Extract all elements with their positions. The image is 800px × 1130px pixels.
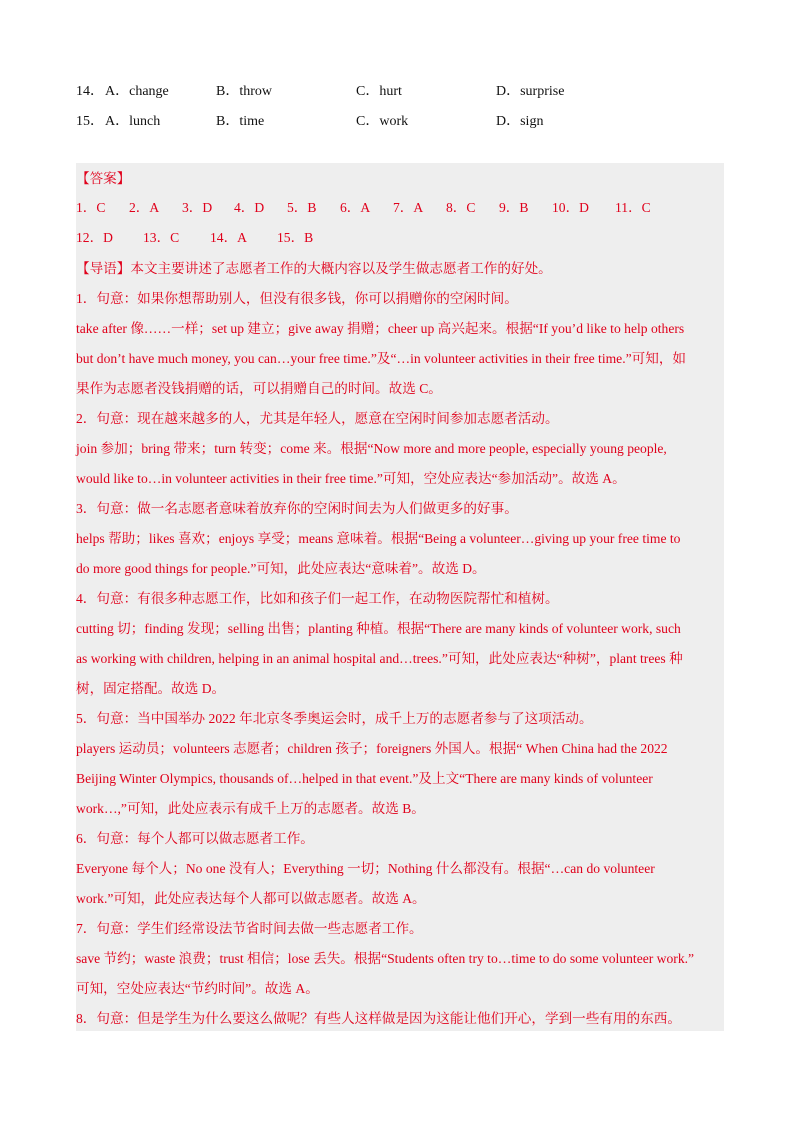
question-number: 14． [76, 84, 104, 99]
answer-key: 14．A [210, 230, 248, 245]
explanation-line: Beijing Winter Olympics, thousands of…helped in that event.”及上文“There are many kinds of volunteer [76, 771, 653, 786]
explanation-line: Everyone 每个人；No one 没有人；Everything 一切；Nothing 什么都没有。根据“…can do volunteer [76, 861, 655, 876]
explanation-line: work.”可知，此处应表达每个人都可以做志愿者。故选 A。 [76, 891, 426, 906]
answer-key: 3．D [182, 200, 213, 215]
explanation-line: 可知，空处应表达“节约时间”。故选 A。 [76, 981, 319, 996]
explanation-line: 6．句意：每个人都可以做志愿者工作。 [76, 831, 314, 846]
option-b: B．time [216, 114, 265, 129]
answer-key: 8．C [446, 200, 476, 215]
explanation-line: 8．句意：但是学生为什么要这么做呢？有些人这样做是因为这能让他们开心，学到一些有用的东西。 [76, 1011, 681, 1026]
answer-key: 1．C [76, 200, 106, 215]
option-row [76, 75, 736, 105]
option-a: A．change [105, 84, 169, 99]
option-a: A．lunch [105, 114, 161, 129]
answer-keys-row-1 [76, 196, 724, 216]
explanation-line: would like to…in volunteer activities in their free time.”可知，空处应表达“参加活动”。故选 A。 [76, 471, 626, 486]
explanation-line: but don’t have much money, you can…your free time.”及“…in volunteer activities in their free time.”可知，如 [76, 351, 687, 366]
answer-section [76, 163, 724, 1031]
answer-key: 10．D [552, 200, 590, 215]
answer-key: 4．D [234, 200, 265, 215]
answer-key: 13．C [143, 230, 180, 245]
explanation-line: 1．句意：如果你想帮助别人，但没有很多钱，你可以捐赠你的空闲时间。 [76, 291, 518, 306]
answer-key: 2．A [129, 200, 160, 215]
question-number: 15． [76, 114, 104, 129]
option-row [76, 105, 736, 135]
explanation-line: 5．句意：当中国举办 2022 年北京冬季奥运会时，成千上万的志愿者参与了这项活动。 [76, 711, 593, 726]
answer-key: 11．C [615, 200, 651, 215]
explanation-line: cutting 切；finding 发现；selling 出售；planting 种植。根据“There are many kinds of volunteer work, such [76, 621, 681, 636]
explanation-line: players 运动员；volunteers 志愿者；children 孩子；foreigners 外国人。根据“ When China had the 2022 [76, 741, 668, 756]
explanation-line: as working with children, helping in an animal hospital and…trees.”可知，此处应表达“种树”，plant trees 种 [76, 651, 683, 666]
question-options [76, 75, 736, 135]
answer-key: 5．B [287, 200, 317, 215]
explanation-line: 4．句意：有很多种志愿工作，比如和孩子们一起工作，在动物医院帮忙和植树。 [76, 591, 559, 606]
answer-key: 15．B [277, 230, 314, 245]
explanation-line: helps 帮助；likes 喜欢；enjoys 享受；means 意味着。根据“Being a volunteer…giving up your free time to [76, 531, 681, 546]
answer-key: 12．D [76, 230, 114, 245]
explanation-line: 3．句意：做一名志愿者意味着放弃你的空闲时间去为人们做更多的好事。 [76, 501, 518, 516]
answer-header: 【答案】 [76, 171, 131, 186]
explanation-line: work…,”可知，此处应表示有成千上万的志愿者。故选 B。 [76, 801, 425, 816]
explanation-line: 树，固定搭配。故选 D。 [76, 681, 226, 696]
explanation-line: do more good things for people.”可知，此处应表达“意味着”。故选 D。 [76, 561, 486, 576]
option-b: B．throw [216, 84, 272, 99]
explanation-line: join 参加；bring 带来；turn 转变；come 来。根据“Now more and more people, especially young people, [76, 441, 667, 456]
option-d: D．surprise [496, 84, 565, 99]
explanation-line: save 节约；waste 浪费；trust 相信；lose 丢失。根据“Students often try to…time to do some volunteer work.” [76, 951, 695, 966]
explanation-line: 2．句意：现在越来越多的人，尤其是年轻人，愿意在空闲时间参加志愿者活动。 [76, 411, 559, 426]
answer-key: 9．B [499, 200, 529, 215]
answer-key: 7．A [393, 200, 424, 215]
explanation-line: 7．句意：学生们经常设法节省时间去做一些志愿者工作。 [76, 921, 423, 936]
option-c: C．hurt [356, 84, 402, 99]
answer-keys-row-2 [76, 226, 724, 246]
answer-key: 6．A [340, 200, 371, 215]
option-c: C．work [356, 114, 409, 129]
explanation-line: take after 像……一样；set up 建立；give away 捐赠；cheer up 高兴起来。根据“If you’d like to help others [76, 321, 685, 336]
option-d: D．sign [496, 114, 544, 129]
intro-line: 【导语】本文主要讲述了志愿者工作的大概内容以及学生做志愿者工作的好处。 [76, 261, 552, 276]
explanation-line: 果作为志愿者没钱捐赠的话，可以捐赠自己的时间。故选 C。 [76, 381, 442, 396]
